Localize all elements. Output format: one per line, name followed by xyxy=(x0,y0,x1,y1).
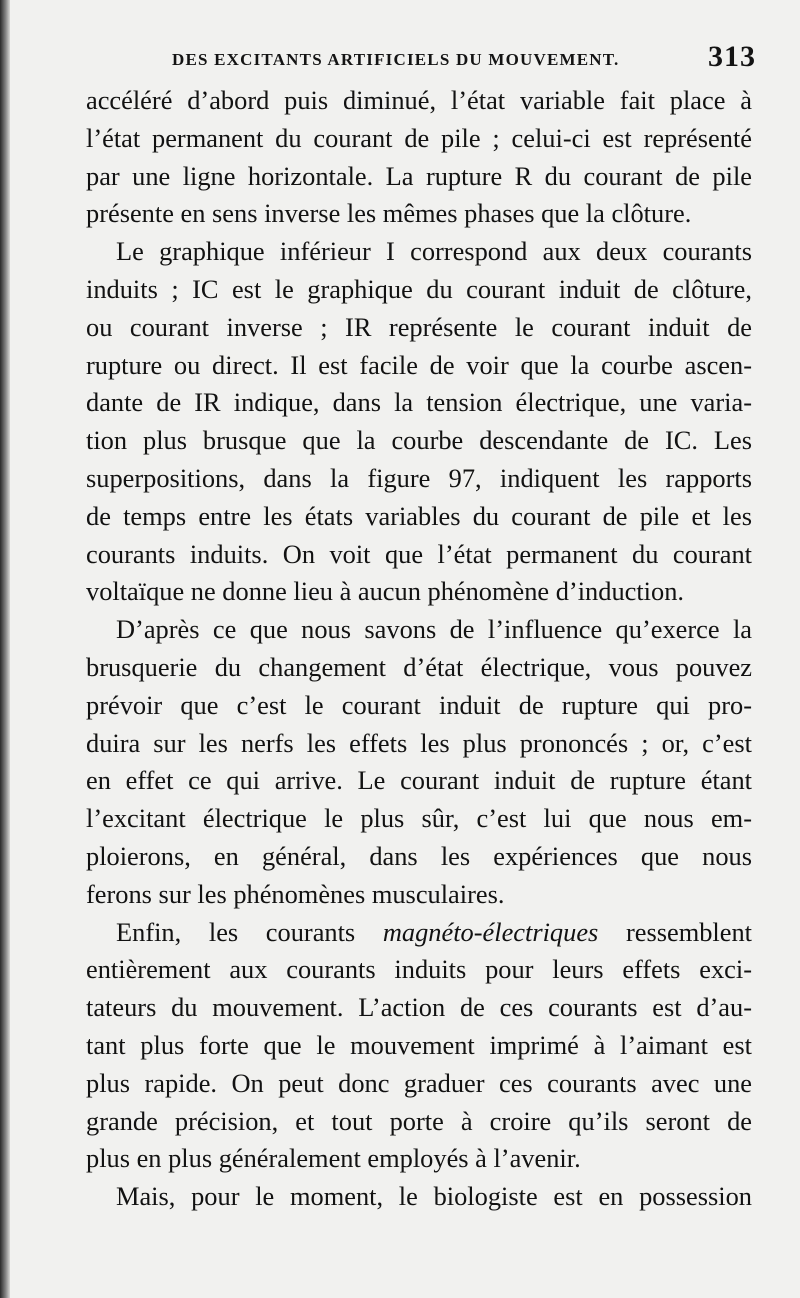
text-line: de temps entre les états variables du courant de pile et les xyxy=(86,500,752,531)
text-line: Mais, pour le moment, le biologiste est en possession xyxy=(116,1181,752,1212)
text-line: duira sur les nerfs les effets les plus prononcés ; or, c’est xyxy=(86,727,752,758)
text-line: tion plus brusque que la courbe descendante de IC. Les xyxy=(86,425,752,456)
text-line: Le graphique inférieur I correspond aux deux courants xyxy=(116,236,752,267)
text-line: courants induits. On voit que l’état permanent du courant xyxy=(86,538,752,569)
text-line: tant plus forte que le mouvement imprimé à l’aimant est xyxy=(86,1029,752,1060)
text-line: grande précision, et tout porte à croire qu’ils seront de xyxy=(86,1105,752,1136)
text-line: prévoir que c’est le courant induit de rupture qui pro- xyxy=(86,689,752,720)
text-line xyxy=(86,914,752,952)
text-line: voltaïque ne donne lieu à aucun phénomène d’induction. xyxy=(86,576,685,607)
text-line: ferons sur les phénomènes musculaires. xyxy=(86,878,505,909)
text-line-segment: Enfin, les courants xyxy=(116,916,383,947)
emphasized-term: magnéto-électriques xyxy=(382,916,599,947)
text-line: brusquerie du changement d’état électrique, vous pouvez xyxy=(86,651,752,682)
running-title: DES EXCITANTS ARTIFICIELS DU MOUVEMENT. xyxy=(172,50,620,69)
text-line: entièrement aux courants induits pour leurs effets exci- xyxy=(86,954,752,985)
text-line: accéléré d’abord puis diminué, l’état variable fait place à xyxy=(86,85,752,115)
text-line: ou courant inverse ; IR représente le courant induit de xyxy=(86,311,752,342)
page-header xyxy=(86,40,756,80)
text-line: induits ; IC est le graphique du courant induit de clôture, xyxy=(86,273,752,304)
text-line: par une ligne horizontale. La rupture R du courant de pile xyxy=(86,160,752,191)
text-line: présente en sens inverse les mêmes phases que la clôture. xyxy=(86,198,692,229)
body-text xyxy=(86,82,752,1216)
text-line: dante de IR indique, dans la tension électrique, une varia- xyxy=(86,387,752,418)
page-number: 313 xyxy=(708,40,756,73)
text-line: l’excitant électrique le plus sûr, c’est lui que nous em- xyxy=(86,803,752,834)
text-line: rupture ou direct. Il est facile de voir que la courbe ascen- xyxy=(86,349,752,380)
page-gutter-shadow xyxy=(0,0,10,1298)
text-line-segment: ressemblent xyxy=(598,916,752,947)
text-line: l’état permanent du courant de pile ; celui-ci est représenté xyxy=(86,122,752,153)
text-line: superpositions, dans la figure 97, indiquent les rapports xyxy=(86,462,752,493)
text-line: D’après ce que nous savons de l’influence qu’exerce la xyxy=(116,614,752,645)
text-line: plus en plus généralement employés à l’avenir. xyxy=(86,1143,581,1174)
text-line: plus rapide. On peut donc graduer ces courants avec une xyxy=(86,1067,752,1098)
text-line: en effet ce qui arrive. Le courant induit de rupture étant xyxy=(86,765,752,796)
text-line: ploierons, en général, dans les expériences que nous xyxy=(86,840,752,871)
text-line: tateurs du mouvement. L’action de ces courants est d’au- xyxy=(86,992,752,1023)
